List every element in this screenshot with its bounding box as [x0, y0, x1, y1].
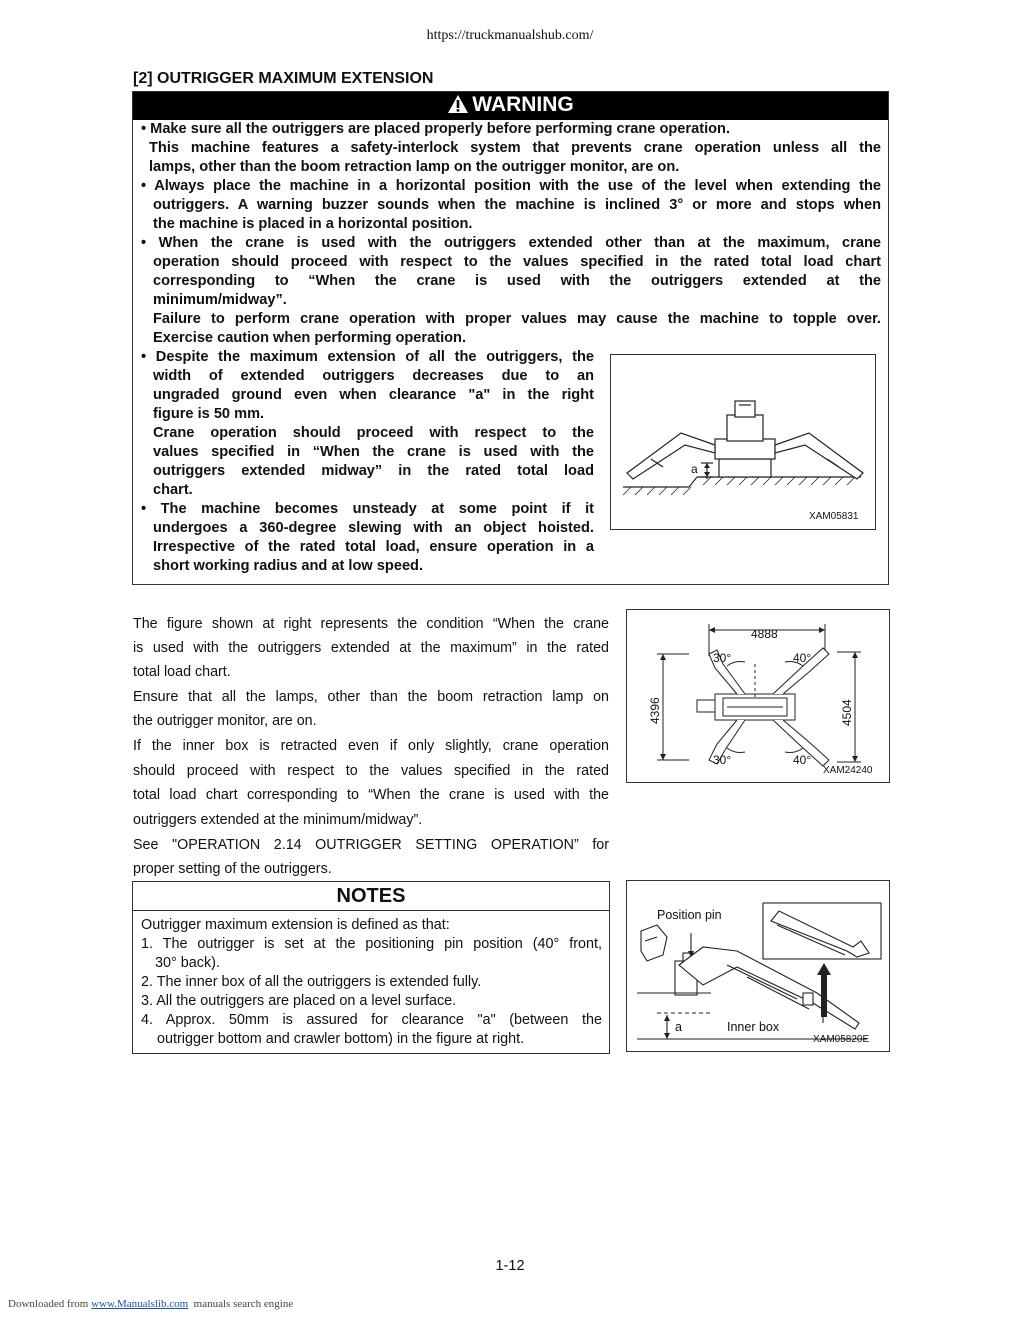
inner-box-label: Inner box	[727, 1020, 780, 1034]
warning-line: • Despite the maximum extension of all the outriggers, the	[141, 349, 594, 365]
notes-line: 3. All the outriggers are placed on a level surface.	[141, 993, 457, 1009]
warning-box	[132, 91, 889, 585]
warning-line: width of extended outriggers decreases due to an	[153, 368, 594, 384]
notes-line: Outrigger maximum extension is defined as that:	[141, 917, 450, 933]
notes-line: 2. The inner box of all the outriggers is extended fully.	[141, 974, 482, 990]
figure-outrigger-top-view	[626, 609, 890, 783]
warning-line: • Always place the machine in a horizontal position with the use of the level when extending the	[141, 178, 881, 194]
warning-line: undergoes a 360-degree slewing with an object hoisted.	[153, 520, 594, 536]
body-line: Ensure that all the lamps, other than the boom retraction lamp on	[133, 689, 609, 705]
warning-line: values specified in “When the crane is used with the	[153, 444, 594, 460]
angle-back-left-label: 30°	[713, 753, 732, 767]
warning-line: chart.	[153, 482, 193, 498]
angle-front-right-label: 40°	[793, 651, 812, 665]
warning-title-text: WARNING	[472, 93, 574, 116]
warning-line: corresponding to “When the crane is used with the outriggers extended at the	[153, 273, 881, 289]
warning-line: ungraded ground even when clearance "a" in the right	[153, 387, 594, 403]
angle-back-right-label: 40°	[793, 753, 812, 767]
warning-line: operation should proceed with respect to the values specified in the rated total load chart	[153, 254, 881, 270]
notes-line: 4. Approx. 50mm is assured for clearance "a" (between the	[141, 1012, 602, 1028]
warning-line: figure is 50 mm.	[153, 406, 265, 422]
figure-code: XAM24240	[823, 765, 873, 776]
warning-line: short working radius and at low speed.	[153, 558, 424, 574]
warning-triangle-icon	[447, 94, 469, 114]
footer-prefix: Downloaded from	[8, 1298, 89, 1310]
section-title: [2] OUTRIGGER MAXIMUM EXTENSION	[133, 70, 434, 87]
notes-line: outrigger bottom and crawler bottom) in the figure at right.	[157, 1031, 525, 1047]
figure-code: XAM05831	[809, 511, 859, 522]
dim-width-label: 4888	[751, 627, 778, 641]
source-url[interactable]	[0, 28, 1020, 44]
warning-line: outriggers. A warning buzzer sounds when the machine is inclined 3° or more and stops when	[153, 197, 881, 213]
body-line: proper setting of the outriggers.	[133, 861, 332, 877]
warning-line: This machine features a safety-interlock system that prevents crane operation unless all the	[149, 140, 881, 156]
body-line: should proceed with respect to the values specified in the rated	[133, 763, 609, 779]
warning-line: • When the crane is used with the outriggers extended other than at the maximum, crane	[141, 235, 881, 251]
outrigger-top-diagram	[627, 610, 889, 782]
notes-line: 1. The outrigger is set at the positioning pin position (40° front,	[141, 936, 602, 952]
warning-line: • Make sure all the outriggers are placed properly before performing crane operation.	[141, 121, 731, 137]
notes-line: 30° back).	[155, 955, 220, 971]
source-url-link[interactable]: https://truckmanualshub.com/	[426, 28, 594, 43]
body-line: The figure shown at right represents the condition “When the crane	[133, 616, 609, 632]
warning-line: Irrespective of the rated total load, ensure operation in a	[153, 539, 594, 555]
outrigger-front-diagram	[611, 355, 875, 529]
body-line: If the inner box is retracted even if only slightly, crane operation	[133, 738, 609, 754]
warning-line: outriggers extended midway” in the rated total load	[153, 463, 594, 479]
warning-line: lamps, other than the boom retraction lamp on the outrigger monitor, are on.	[149, 159, 680, 175]
warning-line: Exercise caution when performing operation.	[153, 330, 467, 346]
warning-line: • The machine becomes unsteady at some point if it	[141, 501, 594, 517]
page-number: 1-12	[495, 1258, 525, 1274]
body-line: See "OPERATION 2.14 OUTRIGGER SETTING OPERATION” for	[133, 837, 609, 853]
body-line: total load chart corresponding to “When the crane is used with the	[133, 787, 609, 803]
body-line: total load chart.	[133, 664, 231, 680]
warning-title	[133, 93, 888, 117]
warning-line: minimum/midway”.	[153, 292, 287, 308]
figure-outrigger-front-view	[610, 354, 876, 530]
dim-left-label: 4396	[648, 697, 662, 724]
clearance-a-label: a	[675, 1020, 682, 1034]
position-pin-diagram	[627, 881, 889, 1051]
footer-suffix: manuals search engine	[193, 1298, 294, 1310]
figure-position-pin	[626, 880, 890, 1052]
dim-right-label: 4504	[840, 699, 854, 726]
body-line: is used with the outriggers extended at the maximum” in the rated	[133, 640, 609, 656]
warning-line: Crane operation should proceed with respect to the	[153, 425, 594, 441]
figure-code: XAM05820E	[813, 1034, 870, 1045]
footer-link[interactable]: www.Manualslib.com	[91, 1298, 189, 1310]
angle-front-left-label: 30°	[713, 651, 732, 665]
position-pin-label: Position pin	[657, 908, 722, 922]
clearance-a-label: a	[691, 462, 698, 476]
notes-title: NOTES	[133, 882, 609, 911]
body-line: outriggers extended at the minimum/midway”.	[133, 812, 423, 828]
warning-line: Failure to perform crane operation with proper values may cause the machine to topple over.	[153, 311, 881, 327]
body-line: the outrigger monitor, are on.	[133, 713, 317, 729]
warning-line: the machine is placed in a horizontal position.	[153, 216, 473, 232]
notes-box	[132, 881, 610, 1054]
footer	[8, 1298, 293, 1310]
